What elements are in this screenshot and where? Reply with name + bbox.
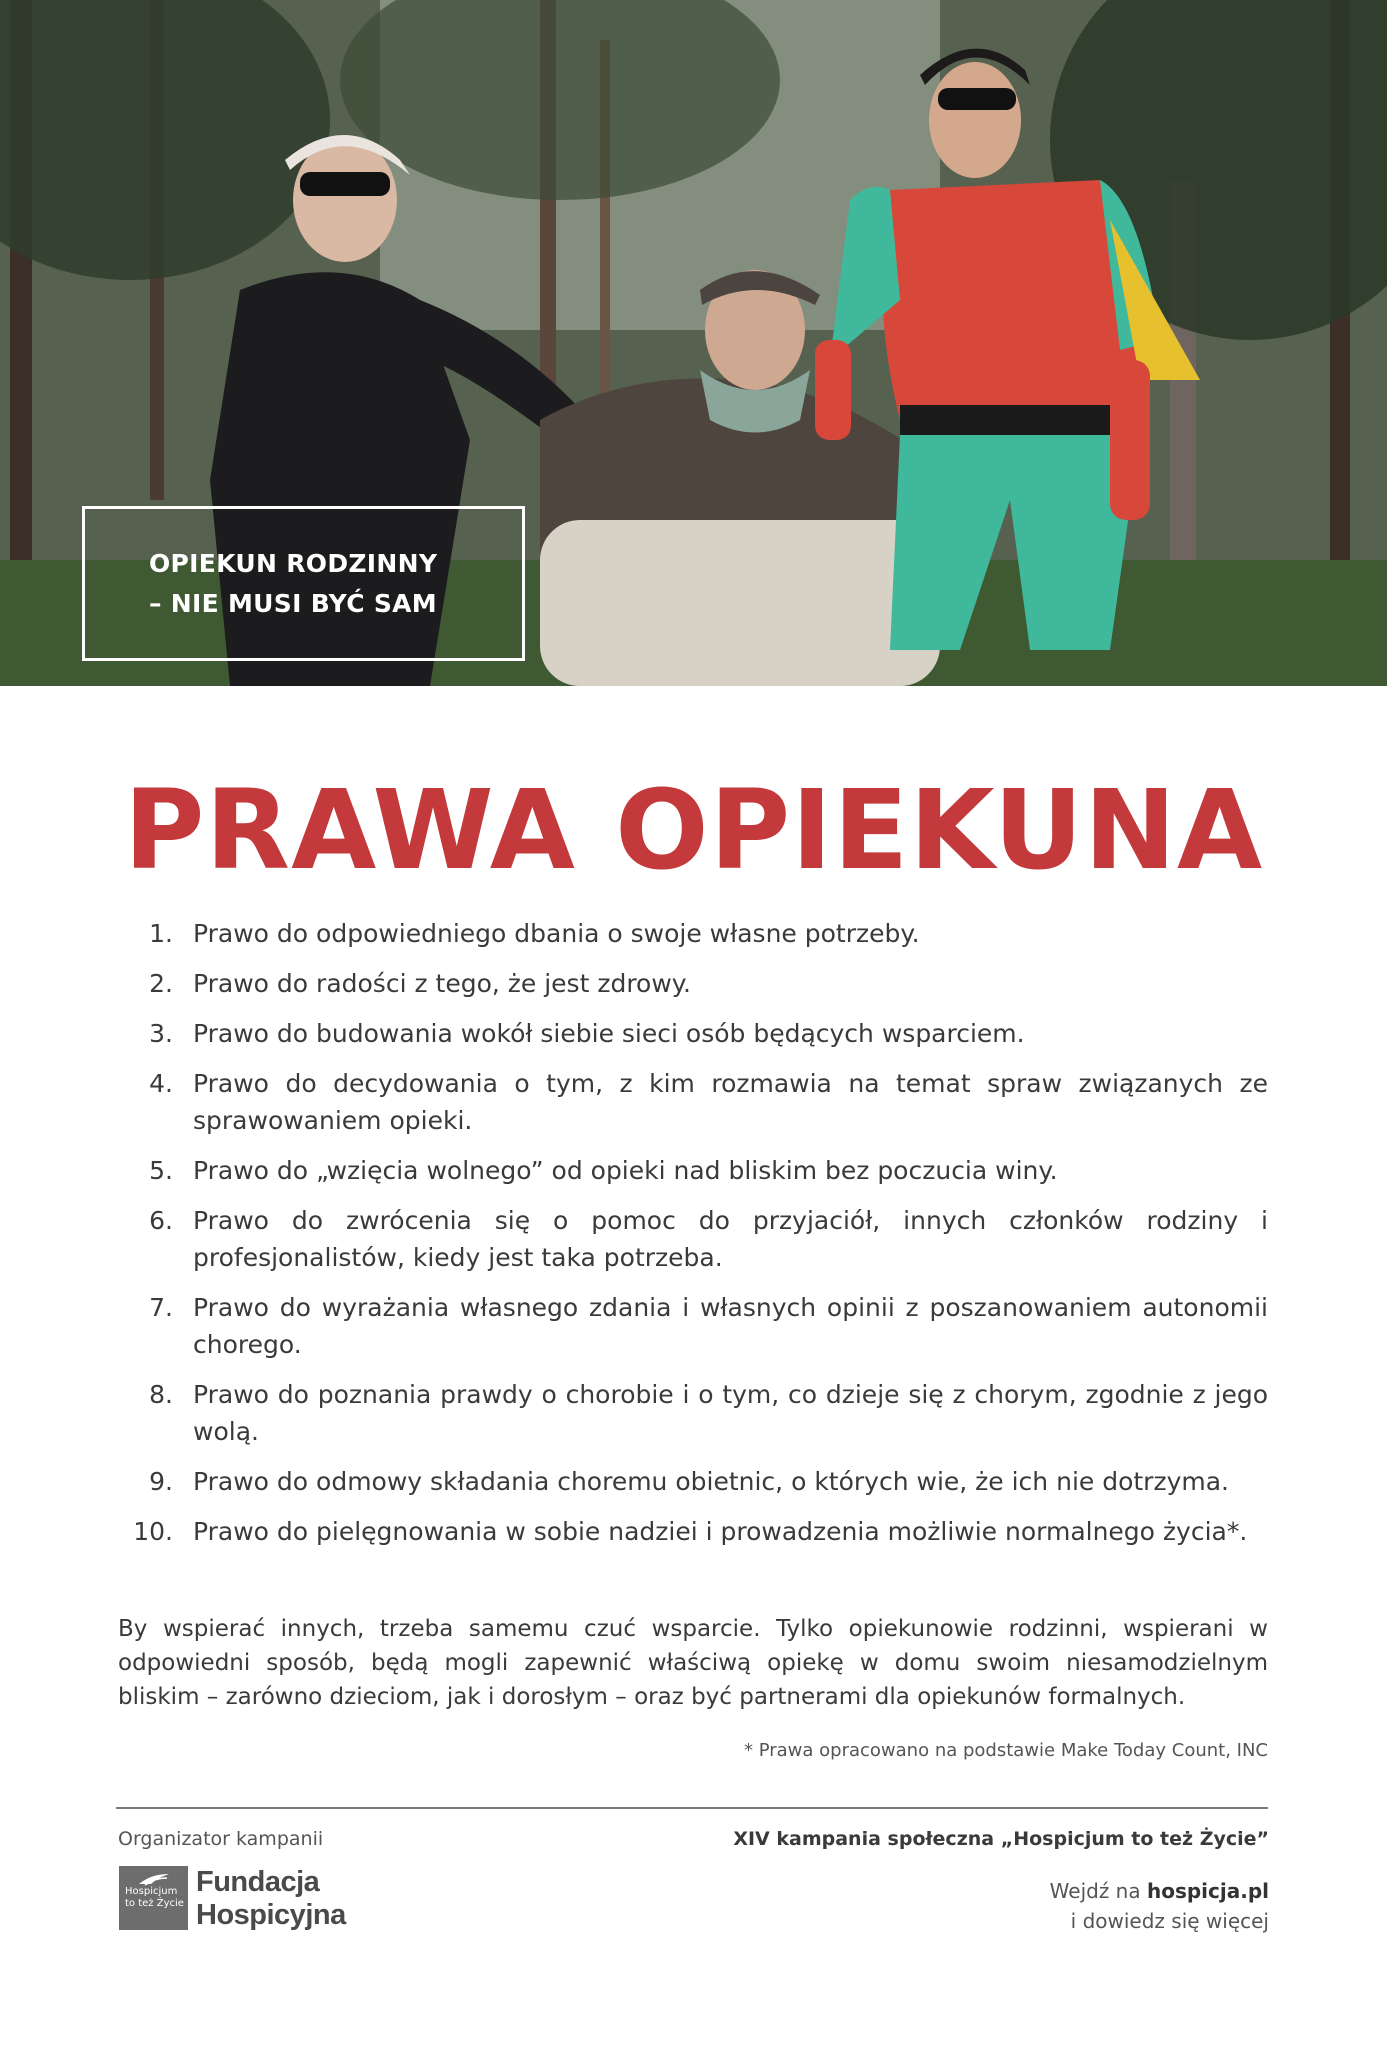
visit-text bbox=[1050, 1876, 1269, 1936]
item-number: 3. bbox=[149, 1019, 173, 1048]
list-item bbox=[118, 1015, 1268, 1052]
list-item bbox=[118, 1463, 1268, 1500]
hospice-logo bbox=[119, 1866, 188, 1930]
item-text: Prawo do budowania wokół siebie sieci osób będących wsparciem. bbox=[193, 1019, 1025, 1048]
item-number: 2. bbox=[149, 969, 173, 998]
logo-box-line1: Hospicjum bbox=[125, 1886, 178, 1897]
item-text: Prawo do odmowy składania choremu obietnic, o których wie, że ich nie dotrzyma. bbox=[193, 1467, 1229, 1496]
list-item bbox=[118, 1513, 1268, 1550]
item-text: Prawo do wyrażania własnego zdania i własnych opinii z poszanowaniem autonomii chorego. bbox=[193, 1293, 1268, 1359]
item-number: 6. bbox=[149, 1206, 173, 1235]
list-item bbox=[118, 1152, 1268, 1189]
page-title: PRAWA OPIEKUNA bbox=[123, 766, 1264, 894]
support-paragraph: By wspierać innych, trzeba samemu czuć wsparcie. Tylko opiekunowie rodzinni, wspierani w odpowiedni sposób, będą mogli zapewnić właściwą opiekę w domu swoim niesamodzielnym bliskim – zarówno dzieciom, jak i dorosłym – oraz być partnerami dla opiekunów formalnych. bbox=[118, 1616, 1268, 1710]
website-link[interactable]: hospicja.pl bbox=[1146, 1879, 1269, 1903]
visit-line2: i dowiedz się więcej bbox=[1070, 1909, 1269, 1933]
logo-box-line2: to też Życie bbox=[125, 1898, 184, 1909]
item-number: 7. bbox=[149, 1293, 173, 1322]
footnote: * Prawa opracowano na podstawie Make Today Count, INC bbox=[743, 1740, 1268, 1761]
item-number: 9. bbox=[149, 1467, 173, 1496]
list-item bbox=[118, 1289, 1268, 1363]
list-item bbox=[118, 965, 1268, 1002]
wing-icon bbox=[137, 1872, 171, 1886]
list-item bbox=[118, 1065, 1268, 1139]
item-text: Prawo do radości z tego, że jest zdrowy. bbox=[193, 969, 691, 998]
item-number: 8. bbox=[149, 1380, 173, 1409]
hero-photo bbox=[0, 0, 1387, 686]
item-number: 5. bbox=[149, 1156, 173, 1185]
campaign-badge bbox=[82, 506, 525, 661]
item-number: 1. bbox=[149, 919, 173, 948]
foundation-name-line1: Fundacja bbox=[196, 1866, 320, 1898]
campaign-badge-line2: – NIE MUSI BYĆ SAM bbox=[149, 588, 437, 618]
item-text: Prawo do zwrócenia się o pomoc do przyjaciół, innych członków rodziny i profesjonalistów, kiedy jest taka potrzeba. bbox=[193, 1206, 1268, 1272]
item-text: Prawo do poznania prawdy o chorobie i o tym, co dzieje się z chorym, zgodnie z jego wolą. bbox=[193, 1380, 1268, 1446]
list-item bbox=[118, 915, 1268, 952]
rights-list bbox=[118, 915, 1268, 1563]
list-item bbox=[118, 1202, 1268, 1276]
item-text: Prawo do decydowania o tym, z kim rozmawia na temat spraw związanych ze sprawowaniem opieki. bbox=[193, 1069, 1268, 1135]
list-item bbox=[118, 1376, 1268, 1450]
foundation-name bbox=[196, 1866, 346, 1932]
campaign-badge-line1: OPIEKUN RODZINNY bbox=[149, 548, 438, 578]
item-text: Prawo do „wzięcia wolnego” od opieki nad bliskim bez poczucia winy. bbox=[193, 1156, 1058, 1185]
organizer-label: Organizator kampanii bbox=[118, 1828, 324, 1850]
campaign-title: XIV kampania społeczna „Hospicjum to też Życie” bbox=[733, 1828, 1269, 1850]
divider bbox=[116, 1807, 1268, 1809]
item-number: 4. bbox=[149, 1069, 173, 1098]
foundation-name-line2: Hospicyjna bbox=[196, 1899, 346, 1931]
item-number: 10. bbox=[133, 1517, 173, 1546]
visit-prefix: Wejdź na bbox=[1049, 1879, 1147, 1903]
item-text: Prawo do odpowiedniego dbania o swoje własne potrzeby. bbox=[193, 919, 920, 948]
item-text: Prawo do pielęgnowania w sobie nadziei i prowadzenia możliwie normalnego życia*. bbox=[193, 1517, 1248, 1546]
